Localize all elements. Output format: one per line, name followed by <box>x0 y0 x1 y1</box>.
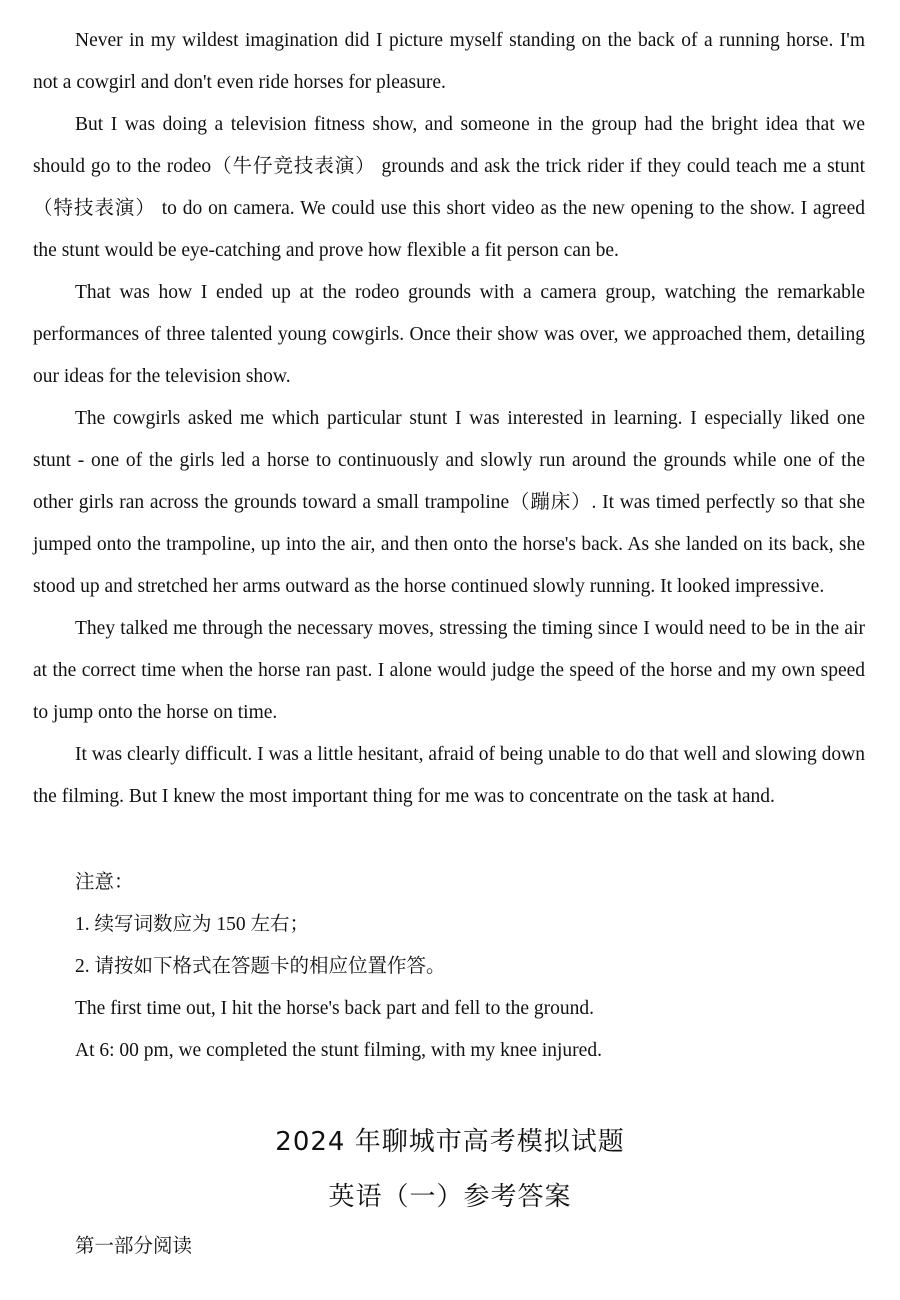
passage-paragraph-4: The cowgirls asked me which particular stunt I was interested in learning. I especially liked one stunt - one of the girls led a horse to continuously and slowly run around the grounds while one of the other girls ran across the grounds toward a small trampoline（蹦床）. It was timed perfectly so that she jumped onto the trampoline, up into the air, and then onto the horse's back. As she landed on its back, she stood up and stretched her arms outward as the horse continued slowly running. It looked impressive. <box>33 408 865 597</box>
answer-key-subtitle: 英语（一）参考答案 <box>328 1182 572 1212</box>
passage-paragraph-5: They talked me through the necessary moves, stressing the timing since I would need to be in the air at the correct time when the horse ran past. I alone would judge the speed of the horse and my own speed to jump onto the horse on time. <box>33 618 865 723</box>
writing-notes <box>75 862 865 1072</box>
answer-key-title: 2024 年聊城市高考模拟试题 <box>275 1127 625 1157</box>
passage-paragraph-6: It was clearly difficult. I was a little hesitant, afraid of being unable to do that well and slowing down the filming. But I knew the most important thing for me was to concentrate on the task at hand. <box>33 744 865 807</box>
passage-paragraph-2: But I was doing a television fitness show, and someone in the group had the bright idea that we should go to the rodeo（牛仔竞技表演） grounds and ask the trick rider if they could teach me a stunt （特技表演） to do on camera. We could use this short video as the new opening to the show. I agreed the stunt would be eye-catching and prove how flexible a fit person can be. <box>33 114 865 261</box>
notes-item-word-count: 1. 续写词数应为 150 左右； <box>75 914 310 935</box>
continuation-prompt-2: At 6: 00 pm, we completed the stunt filming, with my knee injured. <box>75 1040 602 1061</box>
section-heading: 第一部分阅读 <box>75 1236 193 1257</box>
notes-label: 注意： <box>75 872 134 893</box>
passage-paragraph-1: Never in my wildest imagination did I picture myself standing on the back of a running horse. I'm not a cowgirl and don't even ride horses for pleasure. <box>33 30 865 93</box>
passage-paragraph-3: That was how I ended up at the rodeo grounds with a camera group, watching the remarkable performances of three talented young cowgirls. Once their show was over, we approached them, detailing our ideas for the television show. <box>33 282 865 387</box>
notes-item-format: 2. 请按如下格式在答题卡的相应位置作答。 <box>75 956 446 977</box>
continuation-prompt-1: The first time out, I hit the horse's back part and fell to the ground. <box>75 998 595 1019</box>
continuation-passage <box>33 20 865 818</box>
